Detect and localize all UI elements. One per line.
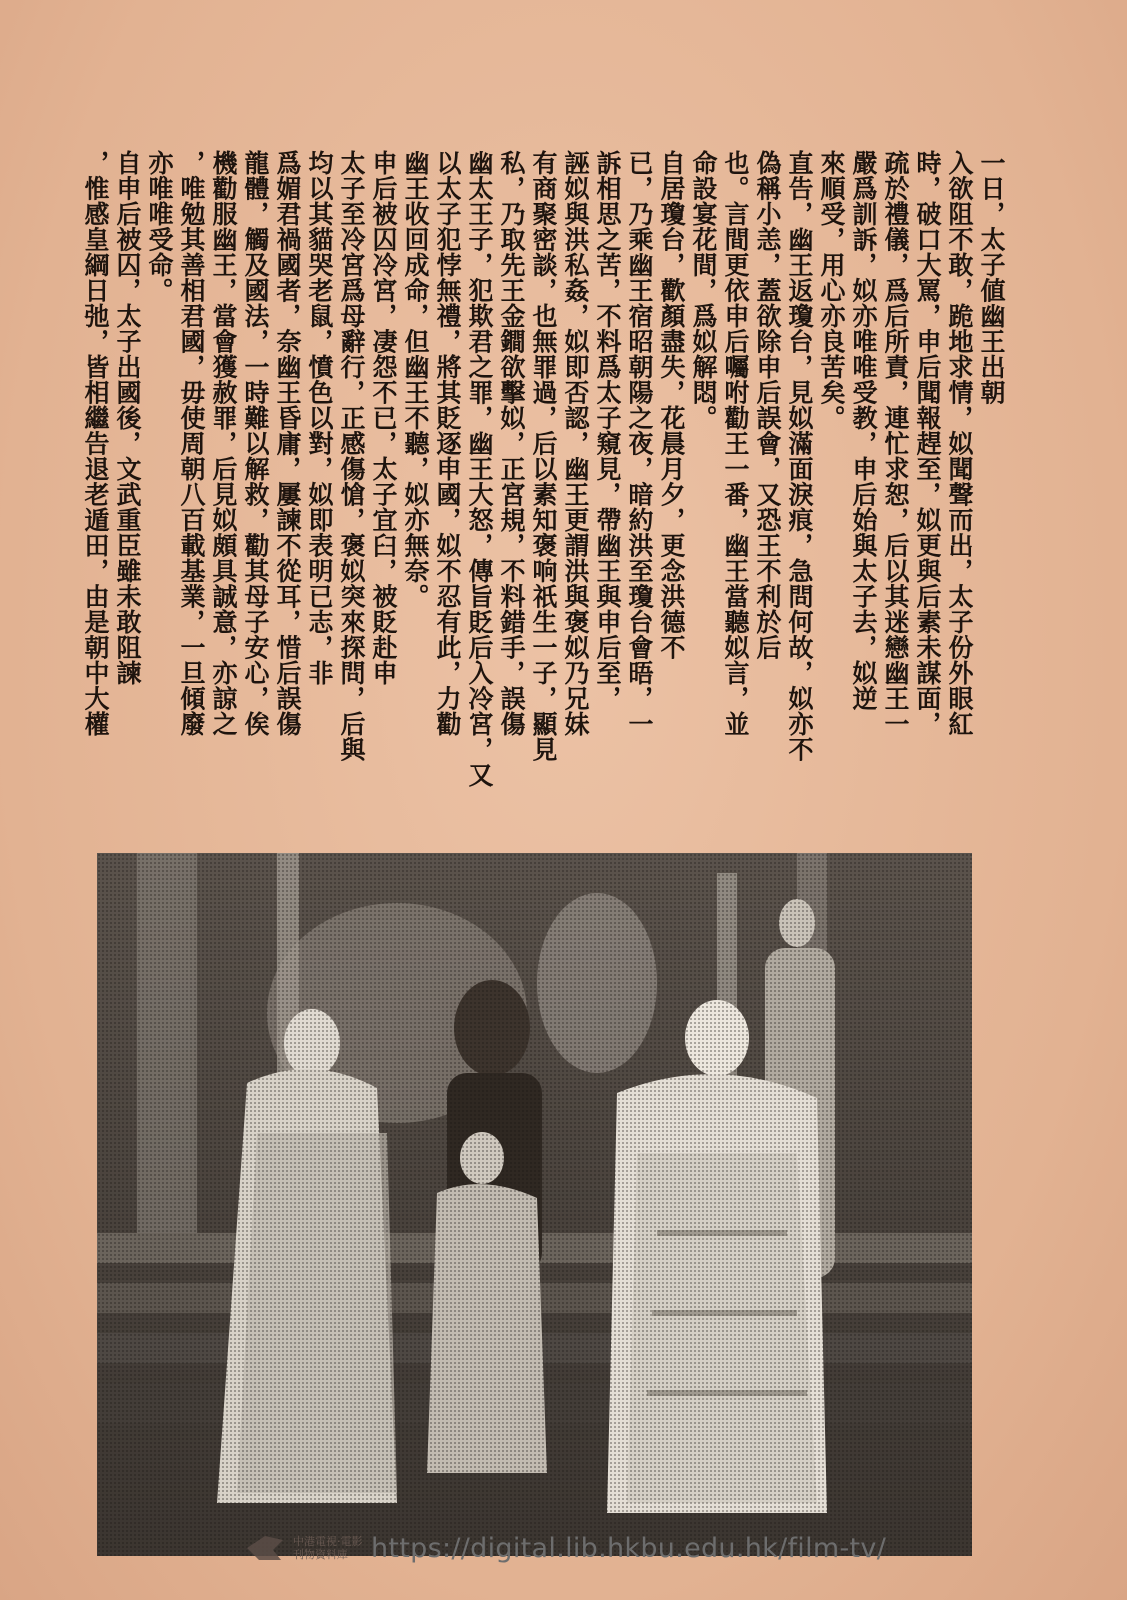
- text-column: 龍體，觸及國法，一時難以解救，勸其母子安心，俟: [241, 150, 270, 737]
- watermark-org: [293, 1535, 363, 1561]
- watermark-org-line2: 刊物資料庫: [293, 1548, 348, 1561]
- text-column: 申后被囚冷宮，凄怨不已，太子宜臼，被貶赴申: [369, 150, 398, 686]
- watermark-org-line1: 中港電視·電影: [293, 1535, 363, 1548]
- stage-photo-image: [97, 853, 972, 1556]
- text-column: 機勸服幽王，當會獲赦罪，后見姒頗具誠意，亦諒之: [209, 150, 238, 737]
- text-column: 爲媚君禍國者，奈幽王昏庸，屢諫不從耳，惜后誤傷: [273, 150, 302, 737]
- text-column: 入欲阻不敢，跪地求情，姒聞聲而出，太子份外眼紅: [945, 150, 974, 737]
- text-column: 訴相思之苦，不料爲太子窺見，帶幽王與申后至，: [593, 150, 622, 711]
- text-column: 時，破口大罵，申后聞報趕至，姒更與后素未謀面，: [913, 150, 942, 737]
- text-column: 也。言間更依申后囑咐勸王一番，幽王當聽姒言，並: [721, 150, 750, 737]
- text-column: 已，乃乘幽王宿昭朝陽之夜，暗約洪至瓊台會晤，一: [625, 150, 654, 737]
- text-column: 一日，太子値幽王出朝: [977, 150, 1006, 405]
- text-column: 嚴爲訓訴，姒亦唯唯受教，申后始與太子去，姒逆: [849, 150, 878, 711]
- text-column: 均以其貓哭老鼠，憤色以對，姒即表明已志，非: [305, 150, 334, 686]
- text-column: 自居瓊台，歡顏盡失，花晨月夕，更念洪德不: [657, 150, 686, 660]
- text-column: 幽太王子，犯欺君之罪，幽王大怒，傳旨貶后入冷宮，又: [465, 150, 494, 788]
- stage-photo: [97, 853, 972, 1556]
- text-column: ，惟感皇綱日弛，皆相繼告退老遁田，由是朝中大權: [81, 150, 110, 737]
- text-column: 誣姒與洪私姦，姒即否認，幽王更謂洪與褒姒乃兄妹: [561, 150, 590, 737]
- text-column: 偽稱小恙，蓋欲除申后誤會，又恐王不利於后: [753, 150, 782, 660]
- text-column: 幽王收回成命，但幽王不聽，姒亦無奈。: [401, 150, 430, 609]
- text-column: 有商聚密談，也無罪過，后以素知褒响祇生一子，顯見: [529, 150, 558, 762]
- text-column: 命設宴花間，爲姒解悶。: [689, 150, 718, 431]
- text-column: 自申后被囚，太子出國後，文武重臣雖未敢阻諫: [113, 150, 142, 686]
- text-column: 私，乃取先王金鐧欲擊姒，正宮規，不料錯手，誤傷: [497, 150, 526, 737]
- text-column: 亦唯唯受命。: [145, 150, 174, 303]
- text-column: 來順受，用心亦良苦矣。: [817, 150, 846, 431]
- text-column: 太子至冷宮爲母辭行，正感傷愴，褒姒突來探問，后與: [337, 150, 366, 762]
- text-column: 直告，幽王返瓊台，見姒滿面淚痕，急問何故，姒亦不: [785, 150, 814, 762]
- library-logo-icon: [243, 1530, 287, 1566]
- article-text: [78, 150, 1008, 820]
- watermark: [243, 1528, 903, 1568]
- text-column: 疏於禮儀，爲后所責，連忙求恕，后以其迷戀幽王一: [881, 150, 910, 737]
- watermark-url[interactable]: https://digital.lib.hkbu.edu.hk/film-tv/: [371, 1532, 887, 1564]
- text-column: ，唯勉其善相君國，毋使周朝八百載基業，一旦傾廢: [177, 150, 206, 737]
- text-column: 以太子犯悖無禮，將其貶逐申國，姒不忍有此，力勸: [433, 150, 462, 737]
